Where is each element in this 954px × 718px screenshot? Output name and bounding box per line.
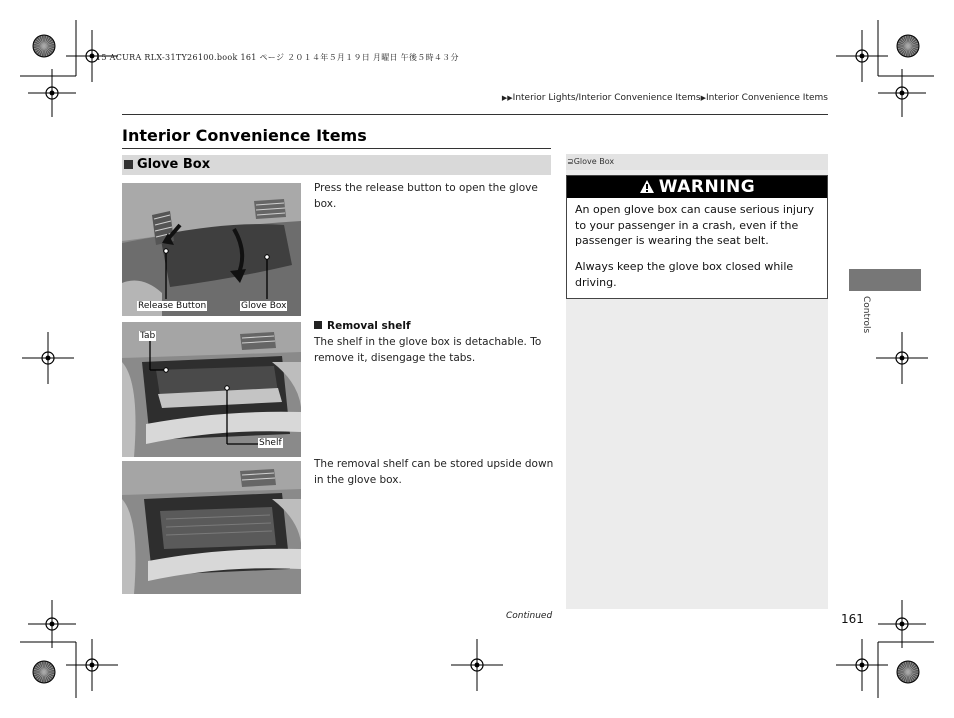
warning-heading: WARNING bbox=[567, 176, 827, 198]
section-heading-bar bbox=[122, 155, 551, 175]
section-tab bbox=[849, 269, 921, 291]
removal-shelf-heading: Removal shelf bbox=[314, 320, 411, 332]
page-number: 161 bbox=[841, 612, 864, 626]
section-square-icon bbox=[124, 160, 133, 169]
storage-text: The removal shelf can be stored upside down in the glove box. bbox=[314, 458, 554, 486]
breadcrumb-item: Interior Lights/Interior Convenience Items bbox=[512, 93, 701, 103]
title-rule bbox=[122, 148, 551, 149]
breadcrumb-item: Interior Convenience Items bbox=[705, 93, 828, 103]
warning-text: Always keep the glove box closed while driving. bbox=[575, 260, 794, 289]
removal-shelf-text: The shelf in the glove box is detachable. To remove it, disengage the tabs. bbox=[314, 336, 542, 364]
warning-text: An open glove box can cause serious injury to your passenger in a crash, even if the passenger is wearing the seat belt. bbox=[575, 203, 814, 247]
glove-box-label: Glove Box bbox=[241, 301, 287, 311]
removal-shelf-photo bbox=[122, 322, 301, 457]
file-header: 15 ACURA RLX-31TY26100.book 161 ページ ２０１４年５月１９日 月曜日 午後５時４３分 bbox=[96, 53, 459, 62]
header-rule bbox=[122, 114, 828, 115]
section-tab-label: Controls bbox=[861, 296, 871, 334]
glove-box-photo bbox=[122, 183, 301, 316]
warning-triangle-icon bbox=[639, 179, 655, 194]
tab-label: Tab bbox=[140, 331, 156, 341]
double-triangle-icon: ▶▶ bbox=[501, 94, 513, 102]
shelf-label: Shelf bbox=[259, 438, 282, 448]
open-instruction-text: Press the release button to open the glove box. bbox=[314, 182, 538, 210]
release-button-label: Release Button bbox=[138, 301, 207, 311]
shelf-stored-photo bbox=[122, 461, 301, 594]
section-title: Glove Box bbox=[137, 157, 211, 172]
continued-label: Continued bbox=[506, 611, 553, 621]
breadcrumb bbox=[502, 93, 828, 103]
sidebar-reference: ⊇Glove Box bbox=[566, 154, 828, 170]
reference-icon: ⊇ bbox=[567, 157, 574, 166]
triangle-icon: ▶ bbox=[700, 94, 706, 102]
page-title: Interior Convenience Items bbox=[122, 126, 367, 145]
square-bullet-icon bbox=[314, 321, 322, 329]
warning-box bbox=[566, 175, 828, 299]
